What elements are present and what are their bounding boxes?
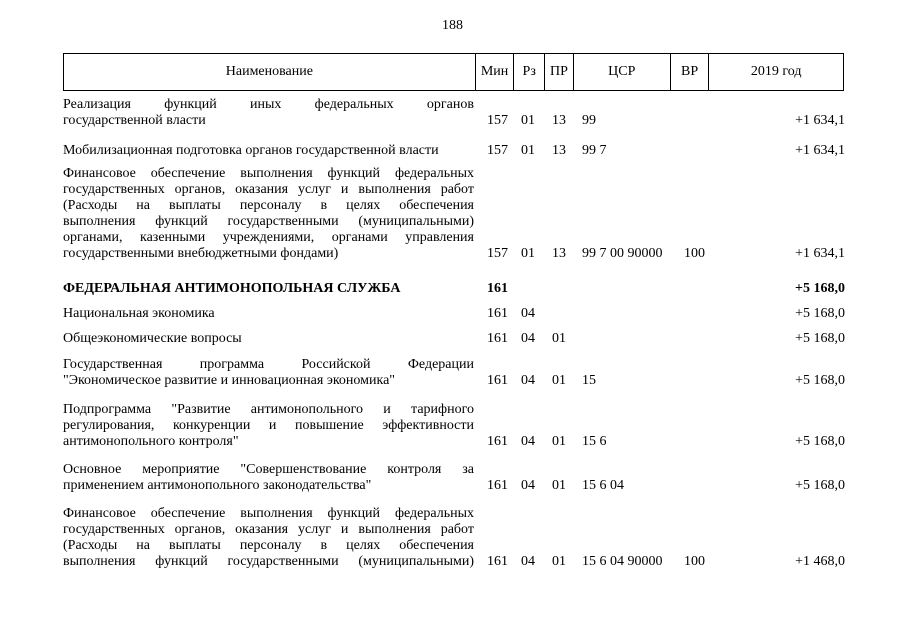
row-csr: 15: [582, 373, 596, 388]
row-min: 161: [487, 281, 508, 296]
row-min: 161: [487, 331, 508, 346]
row-vr: 100: [684, 246, 705, 261]
header-rz: Рз: [513, 54, 544, 90]
row-name-line: "Экономическое развитие и инновационная экономика": [63, 373, 396, 388]
row-min: 157: [487, 113, 508, 128]
row-name-line: органами, казенными учреждениями, органами управления: [63, 230, 474, 245]
row-name-line: антимонопольного контроля": [63, 434, 239, 449]
row-name-line: Общеэкономические вопросы: [63, 331, 242, 346]
row-amount: +5 168,0: [795, 478, 845, 493]
row-name-line: Государственная программа Российской Федерации: [63, 357, 474, 372]
row-csr: 99: [582, 113, 596, 128]
row-amount: +5 168,0: [795, 434, 845, 449]
row-min: 157: [487, 246, 508, 261]
row-min: 161: [487, 434, 508, 449]
row-name-line: Мобилизационная подготовка органов государственной власти: [63, 143, 439, 158]
row-pr: 01: [552, 554, 566, 569]
row-name-line: государственными внебюджетными фондами): [63, 246, 339, 261]
header-vr: ВР: [670, 54, 709, 90]
row-name-line: регулирования, конкуренции и повышение эффективности: [63, 418, 474, 433]
row-pr: 13: [552, 113, 566, 128]
row-pr: 13: [552, 246, 566, 261]
row-name-line: ФЕДЕРАЛЬНАЯ АНТИМОНОПОЛЬНАЯ СЛУЖБА: [63, 281, 401, 296]
row-rz: 01: [521, 113, 535, 128]
row-csr: 99 7 00 90000: [582, 246, 663, 261]
row-name-line: выполнения функций государственными (муниципальными): [63, 554, 474, 569]
row-name-line: Подпрограмма "Развитие антимонопольного и тарифного: [63, 402, 474, 417]
table-header: [63, 53, 844, 91]
row-name-line: государственных органов, оказания услуг и выполнения работ: [63, 182, 474, 197]
page-number: 188: [442, 18, 463, 33]
row-rz: 04: [521, 306, 535, 321]
row-name-line: выполнения функций государственными (муниципальными): [63, 214, 474, 229]
row-name-line: Финансовое обеспечение выполнения функций федеральных: [63, 166, 474, 181]
row-amount: +1 634,1: [795, 143, 845, 158]
row-pr: 01: [552, 373, 566, 388]
row-pr: 01: [552, 434, 566, 449]
row-amount: +5 168,0: [795, 373, 845, 388]
header-name: Наименование: [225, 64, 313, 79]
header-year: 2019 год: [708, 54, 843, 90]
row-pr: 13: [552, 143, 566, 158]
row-rz: 04: [521, 434, 535, 449]
row-rz: 04: [521, 373, 535, 388]
row-rz: 04: [521, 331, 535, 346]
row-min: 161: [487, 478, 508, 493]
row-name-line: применением антимонопольного законодательства": [63, 478, 372, 493]
row-amount: +5 168,0: [795, 331, 845, 346]
row-name-line: Финансовое обеспечение выполнения функций федеральных: [63, 506, 474, 521]
row-min: 161: [487, 373, 508, 388]
row-pr: 01: [552, 478, 566, 493]
row-rz: 04: [521, 478, 535, 493]
row-amount: +5 168,0: [795, 281, 845, 296]
row-csr: 15 6: [582, 434, 607, 449]
row-name-line: (Расходы на выплаты персоналу в целях обеспечения: [63, 198, 474, 213]
row-vr: 100: [684, 554, 705, 569]
header-pr: ПР: [544, 54, 573, 90]
row-name-line: государственной власти: [63, 113, 206, 128]
row-csr: 15 6 04 90000: [582, 554, 663, 569]
row-pr: 01: [552, 331, 566, 346]
row-amount: +1 634,1: [795, 246, 845, 261]
row-csr: 99 7: [582, 143, 607, 158]
header-min: Мин: [475, 54, 514, 90]
row-name-line: Реализация функций иных федеральных органов: [63, 97, 474, 112]
row-csr: 15 6 04: [582, 478, 624, 493]
row-name-line: Основное мероприятие "Совершенствование контроля за: [63, 462, 474, 477]
header-csr: ЦСР: [573, 54, 670, 90]
row-name-line: (Расходы на выплаты персоналу в целях обеспечения: [63, 538, 474, 553]
row-rz: 01: [521, 143, 535, 158]
row-name-line: государственных органов, оказания услуг и выполнения работ: [63, 522, 474, 537]
row-amount: +5 168,0: [795, 306, 845, 321]
row-min: 161: [487, 306, 508, 321]
row-rz: 04: [521, 554, 535, 569]
row-min: 161: [487, 554, 508, 569]
row-amount: +1 634,1: [795, 113, 845, 128]
row-name-line: Национальная экономика: [63, 306, 215, 321]
row-amount: +1 468,0: [795, 554, 845, 569]
row-min: 157: [487, 143, 508, 158]
row-rz: 01: [521, 246, 535, 261]
